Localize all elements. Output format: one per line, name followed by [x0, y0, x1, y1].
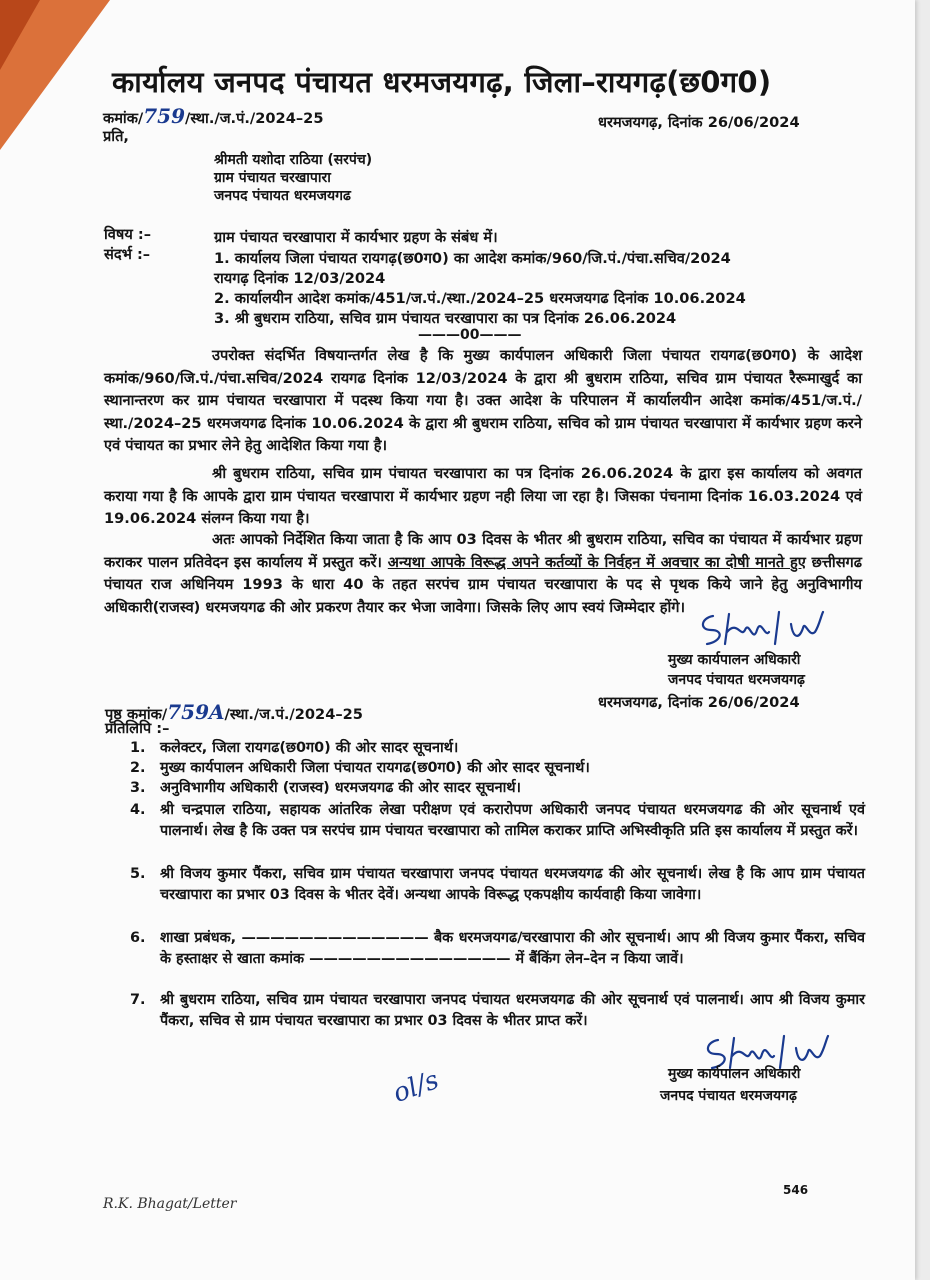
- copy-list: [130, 738, 865, 1048]
- signatory-office: जनपद पंचायत धरमजयगढ़: [668, 672, 805, 688]
- footer-signature: R.K. Bhagat/Letter: [103, 1196, 237, 1212]
- scan-corner-dark: [0, 0, 40, 70]
- list-item-text: अनुविभागीय अधिकारी (राजस्व) धरमजयगढ की ओर सादर सूचनार्थ।: [160, 780, 521, 796]
- body-paragraph-1: उपरोक्त संदर्भित विषयान्तर्गत लेख है कि मुख्य कार्यपालन अधिकारी जिला पंचायत रायगढ(छ0ग0) के आदेश कमांक/960/जि.पं./पंचा.सचिव/2024 रायगढ दिनांक 12/03/2024 के द्वारा श्री बुधराम राठिया, सचिव ग्राम पंचायत रैरूमाखुर्द का स्थानान्तरण कर ग्राम पंचायत चरखापारा में पदस्थ किया गया है। उक्त आदेश के परिपालन में कार्यालयीन आदेश कमांक/451/ज.पं./स्था./2024–25 धरमजयगढ दिनांक 10.06.2024 के द्वारा श्री बुधराम राठिया, सचिव को ग्राम पंचायत चरखापारा में कार्यभार ग्रहण करने एवं पंचायत का प्रभार लेने हेतु आदेशित किया गया है।: [104, 347, 862, 455]
- list-item-text: श्री चन्द्रपाल राठिया, सहायक आंतरिक लेखा परीक्षण एवं करारोपण अधिकारी जनपद पंचायत धरमजयगढ की ओर सूचनार्थ एवं पालनार्थ। लेख है कि उक्त पत्र सरपंच ग्राम पंचायत चरखापारा को तामिल कराकर प्राप्ति अभिस्वीकृति प्रति इस कार्यालय में प्रस्तुत करें।: [160, 802, 865, 839]
- list-item-text: श्री विजय कुमार पैंकरा, सचिव ग्राम पंचायत चरखापारा जनपद पंचायत धरमजयगढ की ओर सूचनार्थ। लेख है कि आप ग्राम पंचायत चरखापारा का प्रभार 03 दिवस के भीतर देवें। अन्यथा आपके विरूद्ध एकपक्षीय कार्यवाही किया जावेगा।: [160, 866, 865, 903]
- para3-text-a: अतः आपको निर्देशित किया जाता है कि आप 03 दिवस के भीतर श्री बुधराम राठिया, सचिव का पंचायत में कार्यभार ग्रहण कराकर पालन प्रतिवेदन इस कार्यालय में प्रस्तुत करें।: [104, 531, 862, 571]
- page-number: 546: [783, 1183, 809, 1197]
- list-item-number: 3.: [130, 780, 146, 796]
- reference-item: 2. कार्यालयीन आदेश कमांक/451/ज.पं./स्था./2024–25 धरमजयगढ दिनांक 10.06.2024: [214, 290, 746, 307]
- subject-text: ग्राम पंचायत चरखापारा में कार्यभार ग्रहण के संबंध में।: [214, 229, 498, 246]
- recipient-panchayat: ग्राम पंचायत चरखापारा: [214, 170, 331, 186]
- endorsement-place-date: धरमजयगढ, दिनांक 26/06/2024: [598, 694, 800, 711]
- copy-label: प्रतिलिपि :–: [105, 720, 170, 737]
- para3-text-b: छत्तीसगढ पंचायत राज अधिनियम 1993 के धारा 40 के तहत सरपंच ग्राम पंचायत चरखापारा के पद से पृथक किये जाने हेतु अनुविभागीय अधिकारी(राजस्व) धरमजयगढ की ओर प्रकरण तैयार कर भेजा जावेगा। जिसके लिए आप स्वयं जिम्मेदार होंगे।: [104, 553, 862, 616]
- list-item-number: 6.: [130, 930, 146, 946]
- endorsement-ref-prefix: पृष्ठ कमांक/: [105, 706, 168, 723]
- signature-scribble: [695, 604, 835, 654]
- list-item-text: मुख्य कार्यपालन अधिकारी जिला पंचायत रायगढ(छ0ग0) की ओर सादर सूचनार्थ।: [160, 760, 590, 776]
- body-paragraph-2: श्री बुधराम राठिया, सचिव ग्राम पंचायत चरखापारा का पत्र दिनांक 26.06.2024 के द्वारा इस कार्यालय को अवगत कराया गया है कि आपके द्वारा ग्राम पंचायत चरखापारा में कार्यभार ग्रहण नही लिया जा रहा है। जिसका पंचनामा दिनांक 16.03.2024 एवं 19.06.2024 संलग्न किया गया है।: [104, 465, 862, 528]
- para3-underlined-text: अन्यथा आपके विरूद्ध अपने कर्तव्यों के निर्वहन में अवचार का दोषी मानते हुए: [387, 553, 806, 571]
- ref-suffix: /स्था./ज.पं./2024–25: [185, 110, 324, 127]
- list-item-text: कलेक्टर, जिला रायगढ(छ0ग0) की ओर सादर सूचनार्थ।: [160, 740, 459, 756]
- reference-item: रायगढ़ दिनांक 12/03/2024: [214, 270, 386, 287]
- signatory-designation: मुख्य कार्यपालन अधिकारी: [668, 1066, 801, 1082]
- ref-number-handwritten: 759: [143, 104, 186, 128]
- reference-item: 3. श्री बुधराम राठिया, सचिव ग्राम पंचायत चरखापारा का पत्र दिनांक 26.06.2024: [214, 310, 677, 327]
- ref-line: [103, 104, 323, 128]
- endorsement-ref-number-handwritten: 759A: [167, 700, 225, 724]
- signatory-office: जनपद पंचायत धरमजयगढ़: [660, 1088, 797, 1104]
- recipient-name: श्रीमती यशोदा राठिया (सरपंच): [214, 152, 373, 168]
- endorsement-ref-suffix: /स्था./ज.पं./2024–25: [224, 706, 363, 723]
- reference-item: 1. कार्यालय जिला पंचायत रायगढ़(छ0ग0) का आदेश कमांक/960/जि.पं./पंचा.सचिव/2024: [214, 250, 731, 267]
- recipient-janpad: जनपद पंचायत धरमजयगढ: [214, 188, 351, 204]
- list-item-number: 1.: [130, 740, 146, 756]
- ref-prefix: कमांक/: [103, 110, 144, 127]
- subject-label: विषय :–: [104, 226, 152, 243]
- place-date: धरमजयगढ़, दिनांक 26/06/2024: [598, 114, 800, 131]
- list-item-text: शाखा प्रबंधक, ————————————— बैक धरमजयगढ/चरखापारा की ओर सूचनार्थ। आप श्री विजय कुमार पैंकरा, सचिव के हस्ताक्षर से खाता कमांक —————————————— में बैंकिंग लेन–देन न किया जावें।: [160, 930, 865, 967]
- list-item-number: 7.: [130, 992, 146, 1008]
- list-item-number: 5.: [130, 866, 146, 882]
- list-item-number: 2.: [130, 760, 146, 776]
- prati-label: प्रति,: [103, 128, 129, 145]
- signatory-designation: मुख्य कार्यपालन अधिकारी: [668, 652, 801, 668]
- handwritten-initials: ol/s: [389, 1065, 443, 1109]
- reference-label: संदर्भ :–: [104, 246, 151, 263]
- office-title: कार्यालय जनपद पंचायत धरमजयगढ़, जिला–रायगढ़(छ0ग0): [112, 65, 772, 99]
- list-item-number: 4.: [130, 802, 146, 818]
- list-item-text: श्री बुधराम राठिया, सचिव ग्राम पंचायत चरखापारा जनपद पंचायत धरमजयगढ की ओर सूचनार्थ एवं पालनार्थ। आप श्री विजय कुमार पैंकरा, सचिव से ग्राम पंचायत चरखापारा का प्रभार 03 दिवस के भीतर प्राप्त करें।: [160, 992, 865, 1029]
- separator: ———00———: [418, 327, 522, 343]
